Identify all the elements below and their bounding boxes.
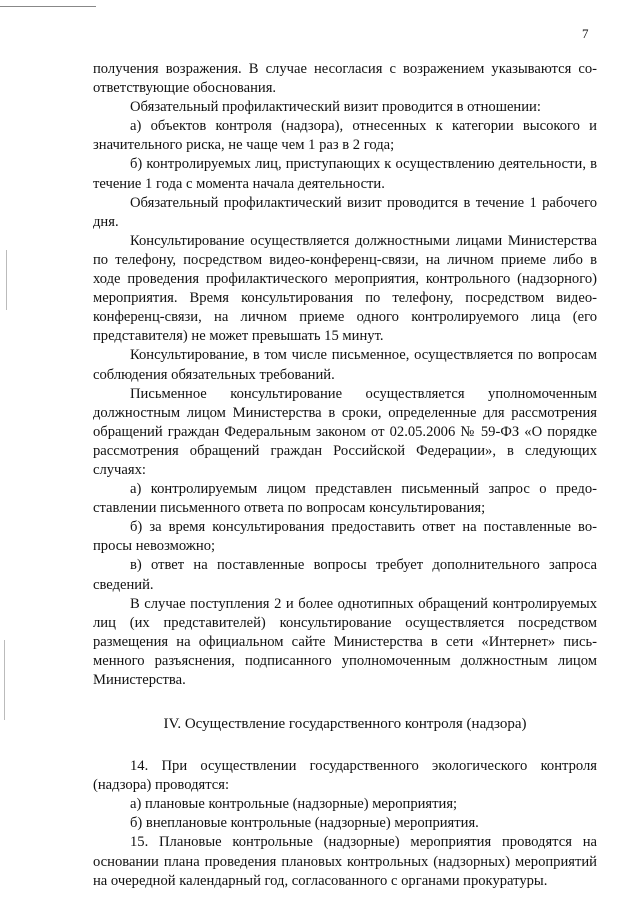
paragraph: б) внеплановые контрольные (надзорные) мероприятия. bbox=[130, 815, 479, 832]
paragraph: а) плановые контрольные (надзорные) мероприятия; bbox=[130, 796, 458, 813]
paragraph: а) объектов контроля (надзора), отнесенных к категории высокого и значительного риска, не чаще чем 1 раз в 2 года; bbox=[93, 118, 597, 154]
paragraph: Консультирование, в том числе письменное, осуществляется по вопросам соблюдения обязательных требований. bbox=[93, 347, 597, 383]
document-body bbox=[93, 60, 597, 891]
paragraphs-before-section bbox=[93, 60, 597, 690]
paragraph: получения возражения. В случае несогласия с возражением указываются соответствующие обоснования. bbox=[93, 61, 597, 97]
paragraph: а) контролируемым лицом представлен письменный запрос о предоставлении письменного ответа по вопросам консультирования; bbox=[93, 481, 597, 517]
paragraph: б) за время консультирования предоставить ответ на поставленные вопросы невозможно; bbox=[93, 519, 597, 555]
paragraph: Обязательный профилактический визит проводится в отношении: bbox=[130, 99, 541, 116]
scan-margin-mark bbox=[4, 640, 5, 720]
paragraph: б) контролируемых лиц, приступающих к осуществлению деятельности, в течение 1 года с момента начала деятельности. bbox=[93, 156, 597, 192]
paragraph: Консультирование осуществляется должностными лицами Министерства по телефону, посредством видео-конференц-связи, на личном приеме либо в ходе проведения профилактического мероприятия, контрольного (надзорного) мероприятия. Время консультирования по телефону, посредством видео-конференц-связи, на личном приеме одного контролируемого лица (его представителя) не может превышать 15 минут. bbox=[93, 232, 597, 345]
page-number: 7 bbox=[582, 26, 589, 41]
scan-margin-mark bbox=[6, 250, 7, 310]
paragraph: 14. При осуществлении государственного экологического контроля (надзора) проводятся: bbox=[93, 758, 597, 794]
paragraph: Обязательный профилактический визит проводится в течение 1 рабочего дня. bbox=[93, 194, 597, 230]
paragraphs-after-section bbox=[93, 757, 597, 891]
paragraph: Письменное консультирование осуществляется уполномоченным должностным лицом Министерства в сроки, определенные для рассмотрения обращений граждан Федеральным законом от 02.05.2006 № 59-ФЗ «О порядке рассмотрения обращений граждан Российской Федерации», в следующих случаях: bbox=[93, 385, 597, 478]
section-heading: IV. Осуществление государственного контроля (надзора) bbox=[163, 716, 527, 733]
top-scan-rule bbox=[0, 6, 96, 7]
paragraph: В случае поступления 2 и более однотипных обращений контролируемых лиц (их представителей) консультирование осуществляется посредством размещения на официальном сайте Министерства в сети «Интернет» письменного разъяснения, подписанного уполномоченным должностным лицом Министерства. bbox=[93, 595, 597, 688]
paragraph: 15. Плановые контрольные (надзорные) мероприятия проводятся на основании плана проведения плановых контрольных (надзорных) мероприятий на очередной календарный год, согласованного с органами прокуратуры. bbox=[93, 834, 597, 889]
paragraph: в) ответ на поставленные вопросы требует дополнительного запроса сведений. bbox=[93, 557, 597, 593]
